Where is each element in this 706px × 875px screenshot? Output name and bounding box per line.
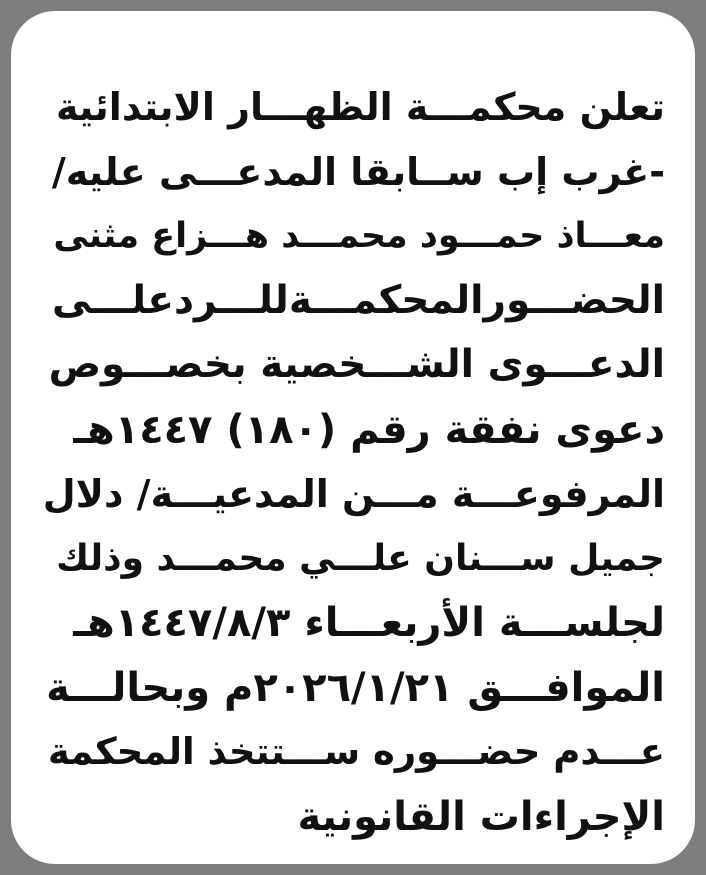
- notice-line: دعوى نفقة رقم (١٨٠) ١٤٤٧هـ: [73, 406, 665, 453]
- notice-line: -غرب إب ســابقا المدعـــى عليه/: [51, 149, 665, 194]
- notice-line: لجلســـة الأربعـــاء ١٤٤٧/٨/٣هـ: [73, 600, 665, 646]
- notice-line: الموافـــق ٢٠٢٦/١/٢١م وبحالـــة: [46, 664, 665, 711]
- notice-text: [41, 75, 665, 849]
- notice-card: [11, 11, 695, 864]
- notice-line: الحضـــورالمحكمـــةللـــردعلـــى: [51, 277, 665, 323]
- notice-line: الإجراءات القانونية: [297, 793, 665, 840]
- notice-line: المرفوعـــة مـــن المدعيـــة/ دلال: [42, 472, 665, 516]
- notice-line: الدعـــوى الشـــخصية بخصـــوص: [48, 342, 665, 387]
- notice-line: جميل ســـنان علـــي محمـــد وذلك: [56, 537, 665, 579]
- notice-line: معـــاذ حمـــود محمـــد هـــزاع مثنى: [53, 216, 665, 256]
- notice-line: عـــدم حضـــوره ســـتتخذ المحكمة: [47, 730, 665, 773]
- notice-line: تعلن محكمـــة الظهـــار الابتدائية: [55, 85, 665, 129]
